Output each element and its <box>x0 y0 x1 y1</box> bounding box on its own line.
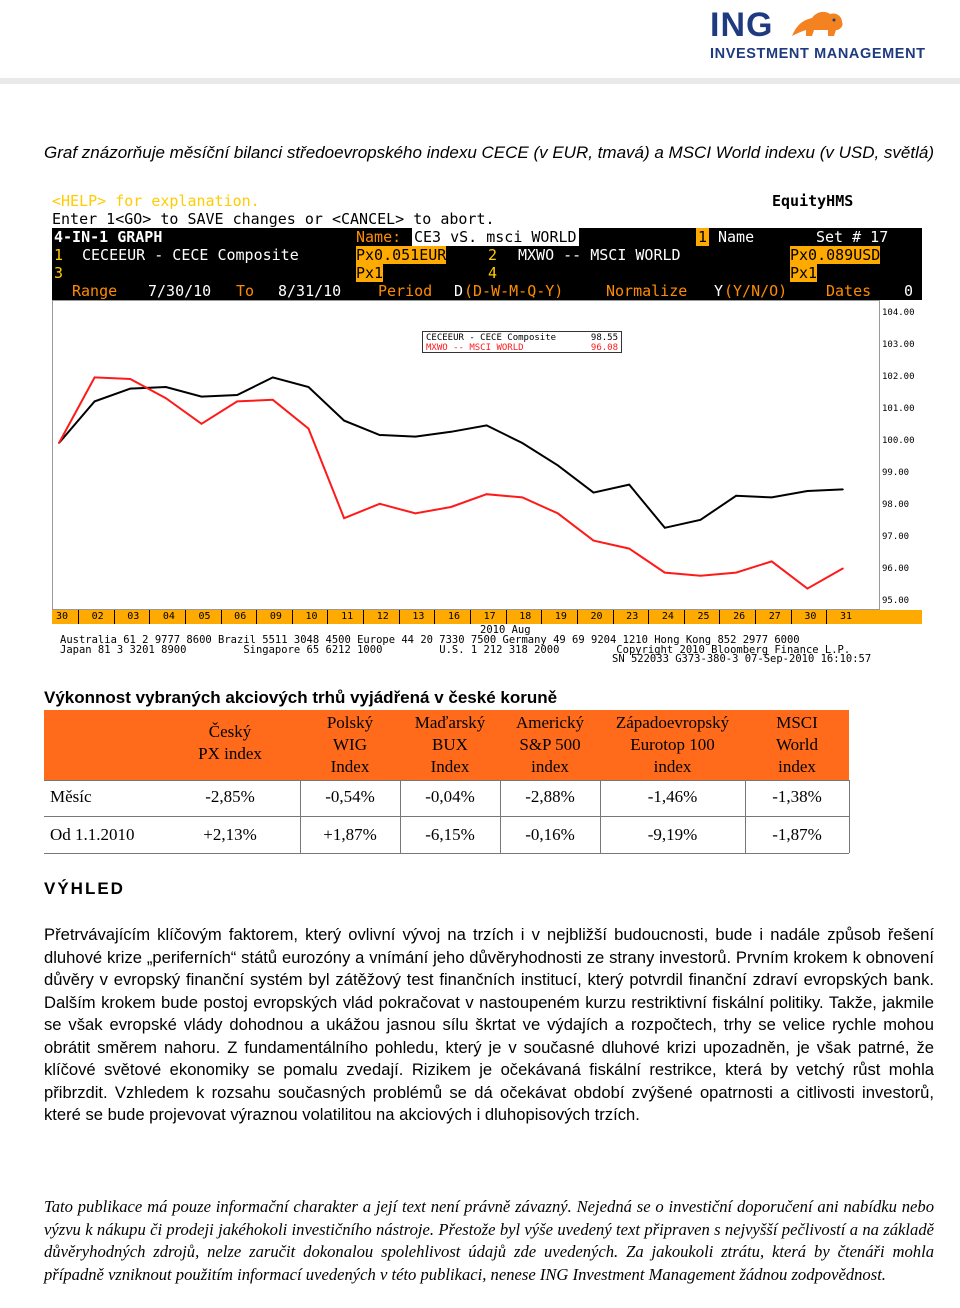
data-point-0-16 <box>628 484 630 486</box>
x-tick-mark <box>506 610 507 624</box>
table-gridline <box>300 780 301 853</box>
data-point-1-12 <box>486 493 488 495</box>
table-gridline <box>400 780 401 853</box>
data-point-1-5 <box>236 401 238 403</box>
table-gridline <box>600 780 601 853</box>
data-point-0-9 <box>379 434 381 436</box>
column-header-line: index <box>778 757 816 776</box>
table-column-header <box>745 712 849 778</box>
data-point-1-13 <box>522 497 524 499</box>
y-tick-label: 97.00 <box>882 532 910 542</box>
data-point-0-2 <box>130 388 132 390</box>
sec3-px[interactable]: Px1 <box>356 264 384 282</box>
bloomberg-footer-1: Australia 61 2 9777 8600 Brazil 5511 3048 4500 Europe 44 20 7330 7500 Germany 49 69 9204 1210 Hong Kong 852 2977 6000 <box>60 634 800 646</box>
data-point-0-17 <box>664 527 666 529</box>
x-tick-mark <box>292 610 293 624</box>
x-tick-label: 04 <box>162 611 175 622</box>
dates-label: Dates <box>826 282 872 300</box>
data-point-1-19 <box>735 572 737 574</box>
normalize-label: Normalize <box>606 282 688 300</box>
x-tick-mark <box>613 610 614 624</box>
y-tick-label: 103.00 <box>882 340 915 350</box>
data-point-1-17 <box>664 572 666 574</box>
table-title: Výkonnost vybraných akciových trhů vyjádřená v české koruně <box>44 688 558 707</box>
column-header-line: S&P 500 <box>519 735 581 754</box>
x-tick-mark <box>684 610 685 624</box>
data-point-0-22 <box>842 489 844 491</box>
x-tick-label: 17 <box>483 611 496 622</box>
data-point-0-10 <box>415 436 417 438</box>
x-tick-label: 30 <box>804 611 817 622</box>
x-tick-label: 26 <box>733 611 746 622</box>
data-point-0-4 <box>201 396 203 398</box>
data-point-0-12 <box>486 425 488 427</box>
ing-wordmark: ING <box>710 6 774 44</box>
data-point-1-11 <box>450 506 452 508</box>
column-header-line: Západoevropský <box>615 713 730 732</box>
data-point-1-21 <box>807 588 809 590</box>
table-row-label: Od 1.1.2010 <box>50 825 135 844</box>
table-column-header <box>600 712 745 778</box>
data-point-1-4 <box>201 423 203 425</box>
name-input[interactable]: CE3 vS. msci WORLD <box>414 228 577 246</box>
name2-label: Name <box>718 228 755 246</box>
column-header-line: World <box>775 735 819 754</box>
data-point-0-8 <box>343 420 345 422</box>
normalize-value[interactable]: Y <box>714 282 724 300</box>
data-point-1-8 <box>343 517 345 519</box>
normalize-options: (Y/N/O) <box>724 282 788 300</box>
x-tick-label: 30 <box>56 611 69 622</box>
enter-line: Enter 1<GO> to SAVE changes or <CANCEL> to abort. <box>52 210 495 228</box>
x-tick-label: 18 <box>519 611 532 622</box>
ing-logo <box>708 6 958 66</box>
x-tick-mark <box>755 610 756 624</box>
x-tick-label: 23 <box>626 611 639 622</box>
data-point-1-22 <box>842 568 844 570</box>
data-point-1-7 <box>308 428 310 430</box>
x-tick-mark <box>149 610 150 624</box>
y-tick-label: 100.00 <box>882 436 915 446</box>
x-tick-label: 02 <box>91 611 104 622</box>
series-line-1 <box>59 377 843 588</box>
data-point-0-20 <box>771 497 773 499</box>
name-label: Name: <box>356 228 402 246</box>
sec4-px[interactable]: Px1 <box>790 264 818 282</box>
x-tick-label: 16 <box>448 611 461 622</box>
data-point-0-19 <box>735 495 737 497</box>
sec2-num: 2 <box>488 246 498 264</box>
data-point-1-9 <box>379 503 381 505</box>
period-value[interactable]: D <box>454 282 464 300</box>
sec3-num: 3 <box>54 264 64 282</box>
chart-legend <box>422 331 622 353</box>
data-point-0-7 <box>308 386 310 388</box>
column-header-line: MSCI <box>776 713 818 732</box>
legend-cece-name: CECEEUR - CECE Composite <box>426 333 557 343</box>
table-cell: -6,15% <box>425 825 475 844</box>
table-cell: -0,16% <box>525 825 575 844</box>
table-row-label: Měsíc <box>50 787 92 806</box>
legend-item-msci <box>426 343 618 353</box>
data-point-0-14 <box>557 465 559 467</box>
data-point-1-10 <box>415 513 417 515</box>
data-point-1-15 <box>593 540 595 542</box>
x-tick-mark <box>185 610 186 624</box>
table-column-header <box>300 712 400 778</box>
x-tick-label: 27 <box>768 611 781 622</box>
bloomberg-footer-3: SN 522033 G373-380-3 07-Sep-2010 16:10:57 <box>612 653 872 665</box>
table-column-header <box>400 712 500 778</box>
x-tick-mark <box>719 610 720 624</box>
header-divider <box>0 78 960 84</box>
table-cell: -0,54% <box>325 787 375 806</box>
table-cell: -2,85% <box>205 787 255 806</box>
x-tick-label: 19 <box>554 611 567 622</box>
x-tick-mark <box>470 610 471 624</box>
x-tick-mark <box>114 610 115 624</box>
x-tick-mark <box>826 610 827 624</box>
data-point-1-3 <box>165 397 167 399</box>
data-point-0-21 <box>807 490 809 492</box>
series-line-0 <box>59 377 843 527</box>
sec1-num: 1 <box>54 246 64 264</box>
y-tick-label: 96.00 <box>882 564 910 574</box>
x-tick-mark <box>327 610 328 624</box>
data-point-0-13 <box>522 442 524 444</box>
data-point-1-6 <box>272 399 274 401</box>
x-tick-mark <box>434 610 435 624</box>
help-line <box>52 192 260 210</box>
month-label: 2010 Aug <box>480 624 531 636</box>
outlook-text: Přetrvávajícím klíčovým faktorem, který ovlivní vývoj na trzích i v nejbližší budoucnosti, bude i nadále způsob řešení dluhové krize „periferních“ států eurozóny a vnímání jeho důvěryhodnosti ze strany investorů. Prvním krokem k obnovení důvěry v evropský finanční systém byl zátěžový test finančních institucí, který potvrdil finanční zdraví evropských bank. Dalším krokem bude postoj evropských vlád pokračovat v nastoupeném kurzu restriktivní fiskální politiky. Takže, jakmile se však evropské vlády dohodnou a ukážou jasnou sílu škrtat ve výdajích a rozpočtech, trhy se velice rychle mohou obrátit směrem nahoru. Z fundamentálního pohledu, který je v současné dluhové krizi upozadněn, je však patrné, že klíčové světové ekonomiky se pomalu zvedají. Rizikem je očekávaná fiskální restrikce, která by vetchý růst mohla přibrzdit. Vzhledem k rozsahu současných problémů se dá očekávat období zvýšené opatrnosti a citlivosti investorů, které se bude projevovat výraznou volatilitou na akciových i dluhopisových trzích. <box>44 925 934 1124</box>
table-cell: -0,04% <box>425 787 475 806</box>
x-tick-mark <box>78 610 79 624</box>
table-cell: -2,88% <box>525 787 575 806</box>
table-gridline <box>849 780 850 853</box>
x-tick-mark <box>541 610 542 624</box>
period-label: Period <box>378 282 433 300</box>
y-tick-label: 98.00 <box>882 500 910 510</box>
table-cell: +2,13% <box>203 825 257 844</box>
lion-icon <box>788 8 846 42</box>
bloomberg-footer-2: Japan 81 3 3201 8900 Singapore 65 6212 1000 U.S. 1 212 318 2000 Copyright 2010 Bloomberg Finance L.P. <box>60 644 851 656</box>
x-tick-mark <box>577 610 578 624</box>
x-tick-label: 05 <box>198 611 211 622</box>
disclaimer: Tato publikace má pouze informační charakter a její text není právně závazný. Nejedná se o investiční doporučení ani nabídku nebo výzvu k nákupu či prodeji jakéhokoli investičního nástroje. Přestože byl výše uvedený text připraven s nejvyšší pečlivostí a na základě důvěryhodných zdrojů, nelze zaručit dokonalou spolehlivost údajů zde uvedených. Za jakoukoli ztrátu, která by čtenáři mohla případně vzniknout použitím informací uvedených v této publikaci, nenese ING Investment Management žádnou zodpovědnost. <box>44 1197 934 1284</box>
y-axis <box>880 300 922 610</box>
column-header-line: Polský <box>326 713 374 732</box>
data-point-1-20 <box>771 561 773 563</box>
column-header-line: Index <box>330 757 370 776</box>
data-point-1-2 <box>130 378 132 380</box>
column-header-line: Americký <box>516 713 584 732</box>
table-gridline <box>44 816 849 817</box>
sec1-name[interactable]: CECEEUR - CECE Composite <box>82 246 299 264</box>
table-gridline <box>745 780 746 853</box>
investment-management-text: INVESTMENT MANAGEMENT <box>710 46 926 62</box>
x-tick-label: 06 <box>234 611 247 622</box>
chart-caption: Graf znázorňuje měsíční bilanci středoevropského indexu CECE (v EUR, tmavá) a MSCI World indexu (v USD, světlá) <box>44 143 934 162</box>
graph-title: 4-IN-1 GRAPH <box>54 228 163 246</box>
legend-msci-value: 96.08 <box>590 343 618 353</box>
equity-hms-label: EquityHMS <box>772 192 854 210</box>
set-label: Set # 17 <box>816 228 889 246</box>
x-tick-mark <box>256 610 257 624</box>
column-header-line: Maďarský <box>414 713 486 732</box>
data-point-1-16 <box>628 548 630 550</box>
dates-value[interactable]: 0 <box>904 282 914 300</box>
x-tick-mark <box>791 610 792 624</box>
column-header-line: BUX <box>432 735 468 754</box>
legend-cece-value: 98.55 <box>590 333 618 343</box>
x-tick-mark <box>221 610 222 624</box>
x-tick-label: 31 <box>840 611 853 622</box>
y-tick-label: 95.00 <box>882 596 910 606</box>
table-cell: -1,38% <box>772 787 822 806</box>
data-point-0-3 <box>165 386 167 388</box>
table-cell: +1,87% <box>323 825 377 844</box>
y-tick-label: 101.00 <box>882 404 915 414</box>
table-cell: -1,87% <box>772 825 822 844</box>
sec2-name[interactable]: MXWO -- MSCI WORLD <box>518 246 681 264</box>
x-tick-label: 24 <box>661 611 674 622</box>
x-tick-mark <box>399 610 400 624</box>
period-options: (D-W-M-Q-Y) <box>464 282 564 300</box>
table-column-header <box>500 712 600 778</box>
x-tick-label: 11 <box>341 611 354 622</box>
y-tick-label: 102.00 <box>882 372 915 382</box>
outlook-heading: VÝHLED <box>44 879 125 898</box>
table-gridline <box>500 780 501 853</box>
column-header-line: WIG <box>333 735 367 754</box>
sec2-px[interactable]: Px0.089USD <box>790 246 881 264</box>
column-header-line: Český <box>208 722 252 741</box>
range-to-label: To <box>236 282 255 300</box>
data-point-1-0 <box>58 442 60 444</box>
range-label: Range <box>72 282 118 300</box>
data-point-1-14 <box>557 513 559 515</box>
data-point-1-18 <box>700 575 702 577</box>
column-header-line: index <box>653 757 692 776</box>
sec4-num: 4 <box>488 264 498 282</box>
data-point-0-11 <box>450 431 452 433</box>
data-point-1-1 <box>94 377 96 379</box>
x-tick-mark <box>648 610 649 624</box>
table-cell: -1,46% <box>647 787 698 806</box>
sec1-px[interactable]: Px0.051EUR <box>356 246 447 264</box>
name-num: 1 <box>698 228 708 246</box>
x-tick-label: 12 <box>376 611 389 622</box>
table-gridline <box>44 853 849 854</box>
y-tick-label: 99.00 <box>882 468 910 478</box>
data-point-0-5 <box>236 394 238 396</box>
column-header-line: Eurotop 100 <box>630 735 715 754</box>
x-axis <box>52 610 922 624</box>
x-tick-label: 25 <box>697 611 710 622</box>
data-point-0-6 <box>272 377 274 379</box>
x-tick-label: 09 <box>269 611 282 622</box>
column-header-line: PX index <box>198 744 262 763</box>
help-text: <HELP> for explanation. <box>52 192 260 210</box>
x-tick-label: 03 <box>127 611 140 622</box>
range-from[interactable]: 7/30/10 <box>148 282 212 300</box>
table-cell: -9,19% <box>647 825 698 844</box>
legend-item-cece <box>426 333 618 343</box>
legend-msci-name: MXWO -- MSCI WORLD <box>426 343 524 353</box>
table-gridline <box>44 780 849 781</box>
x-tick-label: 13 <box>412 611 425 622</box>
data-point-0-15 <box>593 492 595 494</box>
data-point-0-18 <box>700 519 702 521</box>
y-tick-label: 104.00 <box>882 308 915 318</box>
table-column-header <box>160 721 300 765</box>
x-tick-label: 20 <box>590 611 603 622</box>
column-header-line: Index <box>430 757 470 776</box>
column-header-line: index <box>531 757 569 776</box>
data-point-0-1 <box>94 401 96 403</box>
x-tick-mark <box>363 610 364 624</box>
x-tick-label: 10 <box>305 611 318 622</box>
range-to[interactable]: 8/31/10 <box>278 282 342 300</box>
